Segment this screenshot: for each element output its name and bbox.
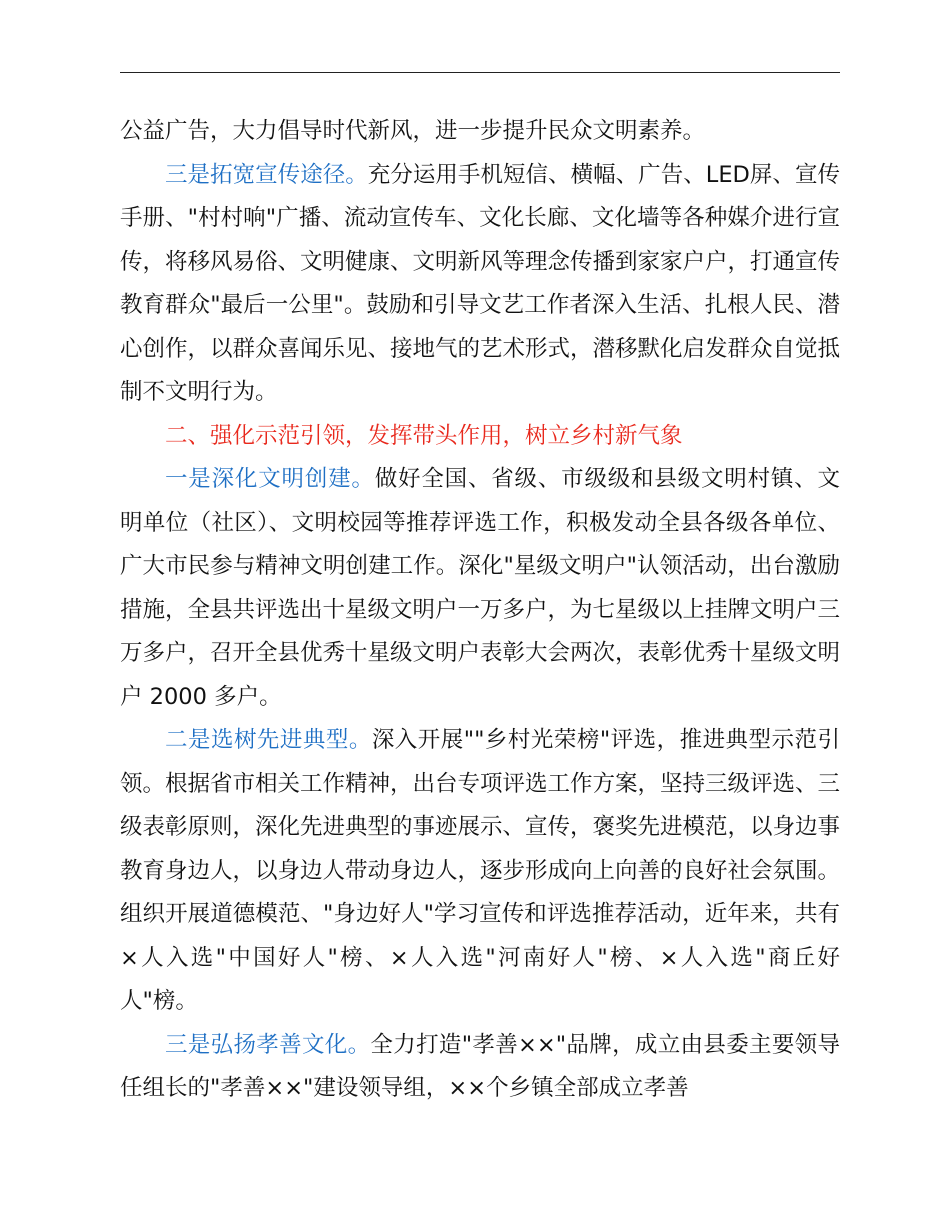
paragraph-lead: 三是拓宽宣传途径。 [165, 161, 368, 188]
paragraph-civilization-creation [120, 458, 840, 719]
header-rule [120, 72, 840, 73]
section-heading: 二、强化示范引领，发挥带头作用，树立乡村新气象 [165, 422, 683, 449]
paragraph-publicity-channels [120, 154, 840, 415]
paragraph-body: 全力打造"孝善××"品牌，成立由县委主要领导任组长的"孝善××"建设领导组，××个乡镇全部成立孝善 [120, 1031, 840, 1101]
paragraph-lead: 二是选树先进典型。 [165, 727, 372, 753]
document-body [120, 110, 840, 1111]
paragraph-body: 充分运用手机短信、横幅、广告、LED屏、宣传手册、"村村响"广播、流动宣传车、文化长廊、文化墙等各种媒介进行宣传，将移风易俗、文明健康、文明新风等理念传播到家家户户，打通宣传教育群众"最后一公里"。鼓励和引导文艺工作者深入生活、扎根人民、潜心创作，以群众喜闻乐见、接地气的艺术形式，潜移默化启发群众自觉抵制不文明行为。 [120, 161, 841, 405]
paragraph-body: 公益广告，大力倡导时代新风，进一步提升民众文明素养。 [120, 118, 706, 144]
paragraph-lead: 三是弘扬孝善文化。 [165, 1031, 371, 1058]
paragraph-lead: 一是深化文明创建。 [165, 466, 375, 492]
paragraph-filial-culture [120, 1024, 840, 1111]
paragraph-continuation [120, 110, 840, 154]
paragraph-advanced-models [120, 719, 840, 1024]
paragraph-body: 做好全国、省级、市级级和县级文明村镇、文明单位（社区）、文明校园等推荐评选工作，积极发动全县各级各单位、广大市民参与精神文明创建工作。深化"星级文明户"认领活动，出台激励措施，全县共评选出十星级文明户一万多户，为七星级以上挂牌文明户三万多户，召开全县优秀十星级文明户表彰大会两次，表彰优秀十星级文明户 2000 多户。 [120, 466, 841, 710]
paragraph-body: 深入开展""乡村光荣榜"评选，推进典型示范引领。根据省市相关工作精神，出台专项评选工作方案，坚持三级评选、三级表彰原则，深化先进典型的事迹展示、宣传，褒奖先进模范，以身边事教育身边人，以身边人带动身边人，逐步形成向上向善的良好社会氛围。组织开展道德模范、"身边好人"学习宣传和评选推荐活动，近年来，共有×人入选"中国好人"榜、×人入选"河南好人"榜、×人入选"商丘好人"榜。 [120, 727, 841, 1014]
